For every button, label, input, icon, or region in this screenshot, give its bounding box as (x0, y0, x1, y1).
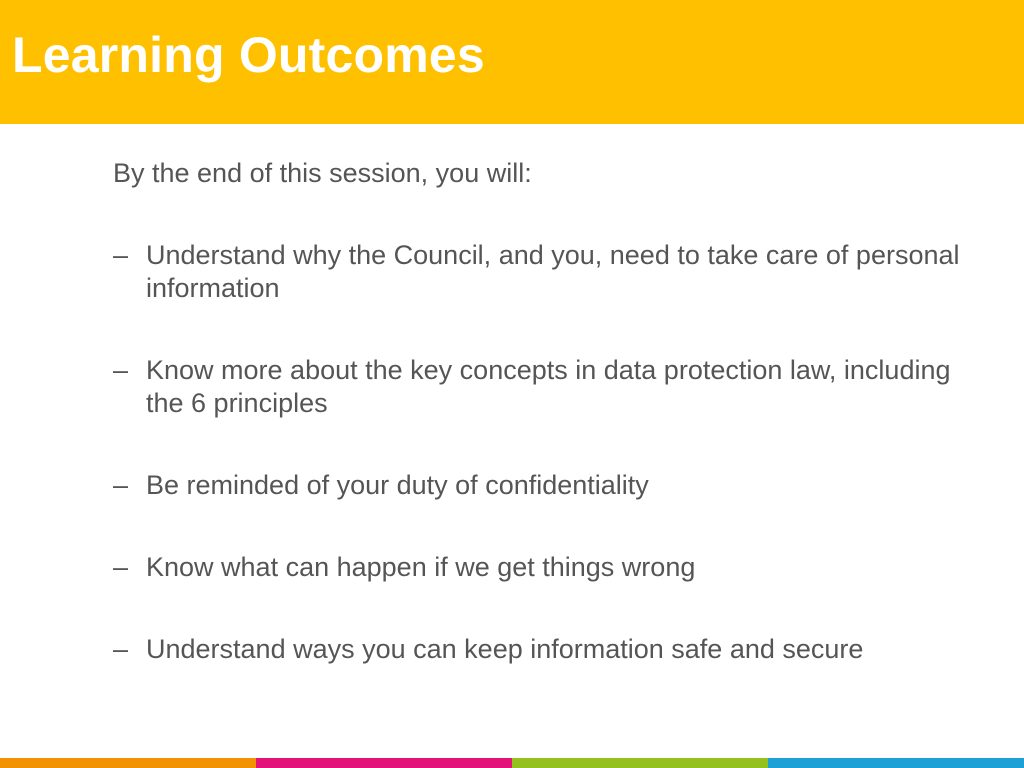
outcome-text: Be reminded of your duty of confidentiality (146, 470, 649, 501)
title-banner (0, 0, 1024, 124)
outcome-text: Know what can happen if we get things wrong (146, 552, 696, 583)
slide-title: Learning Outcomes (12, 27, 485, 83)
dash-bullet: – (113, 355, 129, 386)
outcome-item (113, 354, 973, 420)
outcome-text: Understand why the Council, and you, need to take care of personal information (146, 240, 960, 304)
footer-stripe-magenta (256, 758, 512, 768)
outcome-item (113, 633, 973, 666)
outcome-text: Know more about the key concepts in data protection law, including the 6 principles (146, 355, 951, 419)
dash-bullet: – (113, 552, 129, 583)
dash-bullet: – (113, 634, 129, 665)
footer-stripe-green (512, 758, 768, 768)
dash-bullet: – (113, 240, 129, 271)
outcomes-list (113, 239, 973, 666)
outcome-text: Understand ways you can keep information safe and secure (146, 634, 864, 665)
outcome-item (113, 239, 973, 305)
slide-body (113, 157, 973, 666)
outcome-item (113, 551, 973, 584)
footer-color-bar (0, 758, 1024, 768)
footer-stripe-blue (768, 758, 1024, 768)
outcome-item (113, 469, 973, 502)
intro-text: By the end of this session, you will: (113, 158, 532, 188)
dash-bullet: – (113, 470, 129, 501)
footer-stripe-orange (0, 758, 256, 768)
